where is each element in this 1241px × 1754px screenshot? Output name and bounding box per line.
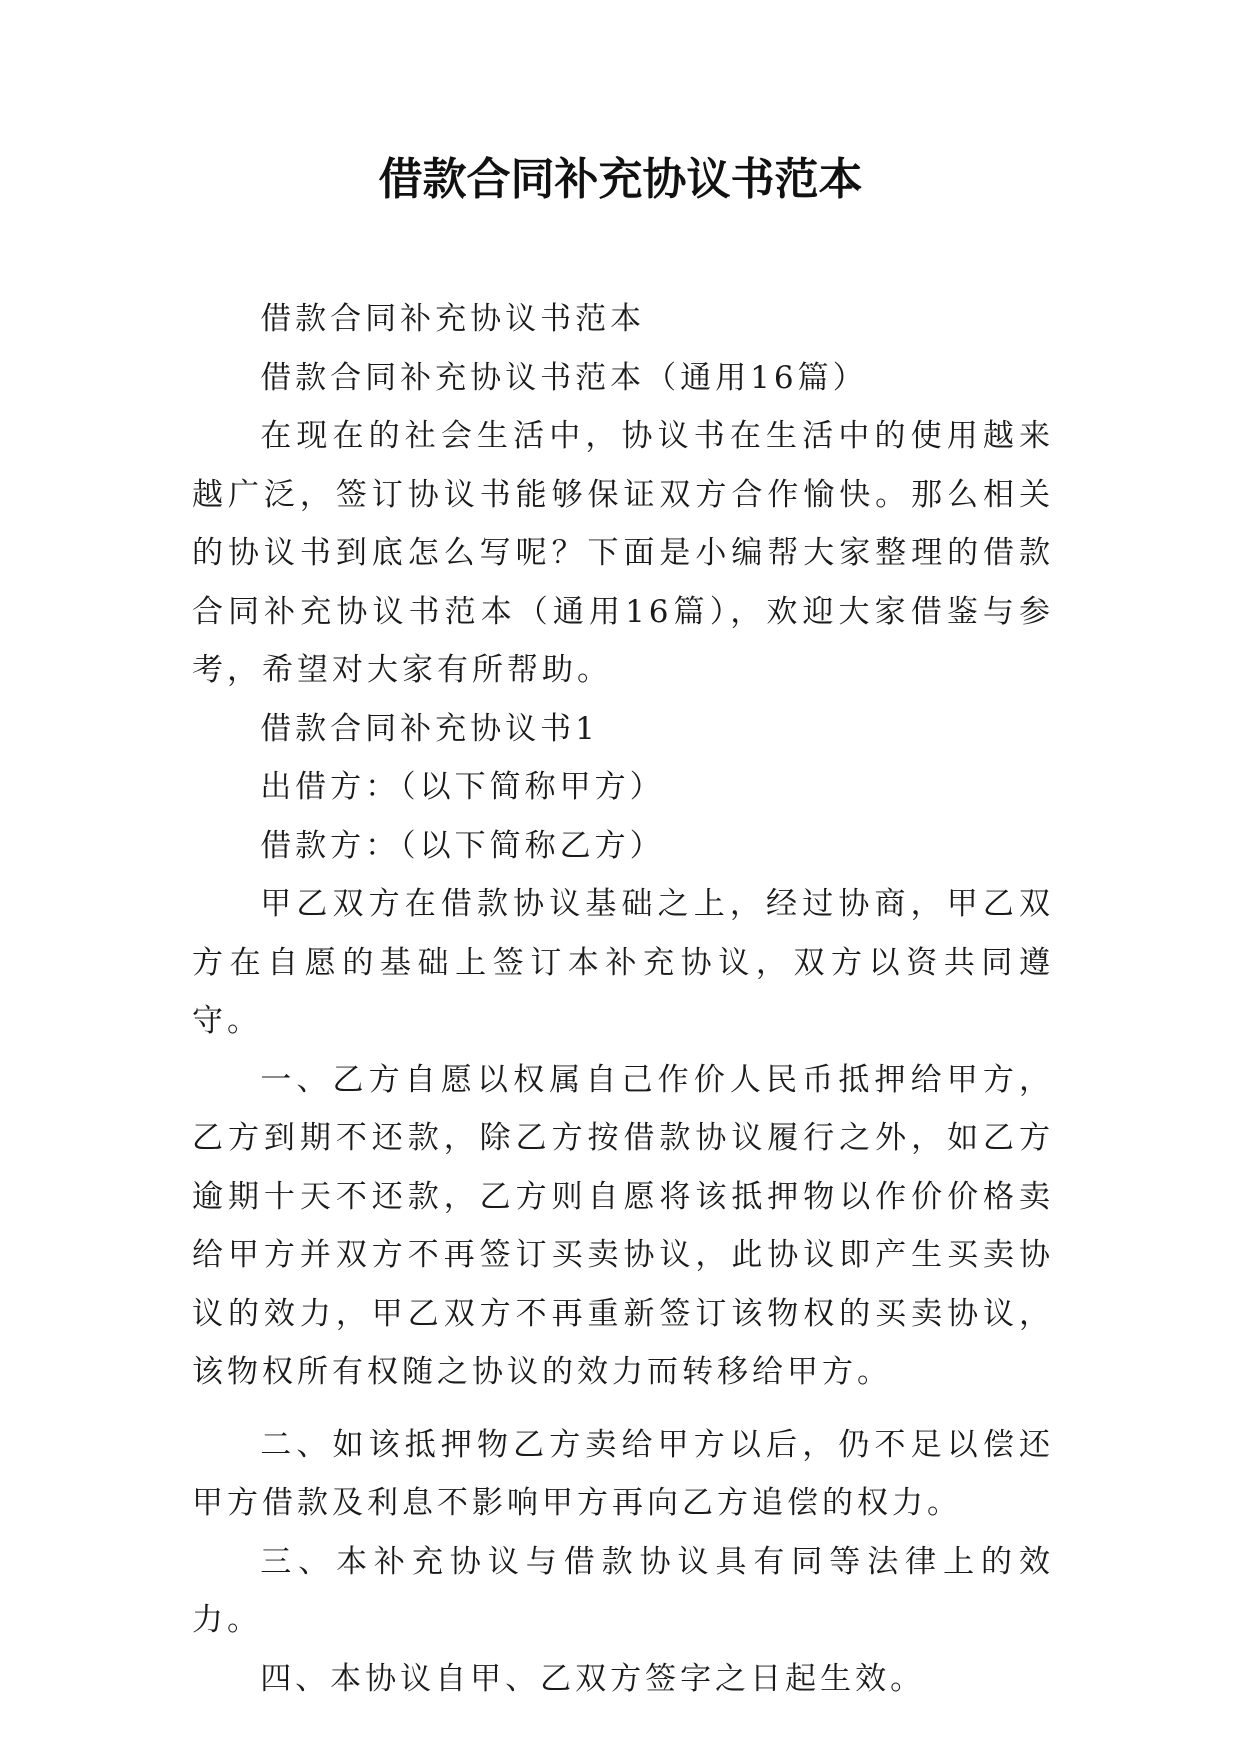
paragraph-section-title: 借款合同补充协议书1	[260, 710, 599, 747]
document-body	[192, 290, 1054, 1708]
paragraph-intro: 在现在的社会生活中，协议书在生活中的使用越来越广泛，签订协议书能够保证双方合作愉快。那么相关的协议书到底怎么写呢？下面是小编帮大家整理的借款合同补充协议书范本（通用16篇），欢迎大家借鉴与参考，希望对大家有所帮助。	[192, 418, 1054, 688]
paragraph-borrower: 借款方：（以下简称乙方）	[260, 827, 665, 864]
paragraph-clause-4: 四、本协议自甲、乙双方签字之日起生效。	[260, 1660, 926, 1697]
paragraph-clause-1: 一、乙方自愿以权属自己作价人民币抵押给甲方，乙方到期不还款，除乙方按借款协议履行之外，如乙方逾期十天不还款，乙方则自愿将该抵押物以作价价格卖给甲方并双方不再签订买卖协议，此协议即产生买卖协议的效力，甲乙双方不再重新签订该物权的买卖协议，该物权所有权随之协议的效力而转移给甲方。	[192, 1061, 1054, 1390]
paragraph-subheading: 借款合同补充协议书范本（通用16篇）	[260, 359, 868, 396]
paragraph-lender: 出借方：（以下简称甲方）	[260, 769, 665, 805]
paragraph-heading: 借款合同补充协议书范本	[260, 301, 646, 337]
paragraph-preamble: 甲乙双方在借款协议基础之上，经过协商，甲乙双方在自愿的基础上签订本补充协议，双方以资共同遵守。	[192, 886, 1054, 1039]
document-title: 借款合同补充协议书范本	[378, 154, 863, 205]
paragraph-clause-3: 三、本补充协议与借款协议具有同等法律上的效力。	[192, 1543, 1054, 1638]
paragraph-clause-2: 二、如该抵押物乙方卖给甲方以后，仍不足以偿还甲方借款及利息不影响甲方再向乙方追偿的权力。	[192, 1426, 1054, 1521]
